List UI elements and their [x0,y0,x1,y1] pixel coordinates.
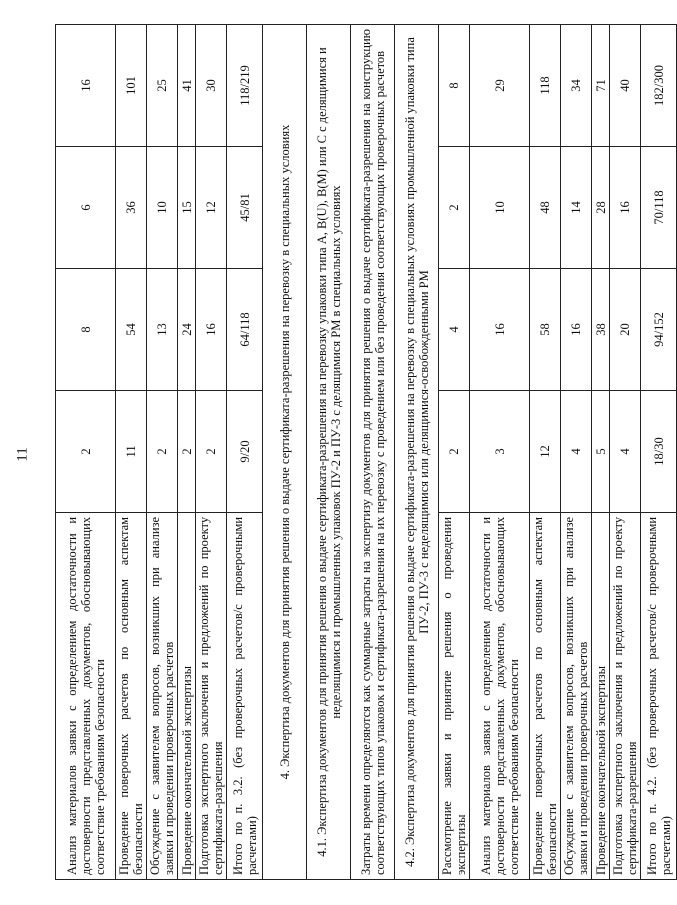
row-value: 34 [561,25,592,147]
row-label: Итого по п. 3.2. (без проверочных расчетов/с проверочными расчетами) [227,512,263,879]
row-value: 45/81 [227,147,263,269]
row-value: 2 [196,390,227,512]
row-value: 11 [116,390,147,512]
row-value: 8 [56,268,116,390]
table-row [561,25,592,880]
row-label: Обсуждение с заявителем вопросов, возникших при анализе заявки и проведении проверочных расчетов [561,512,592,879]
section-4-title: 4. Экспертиза документов для принятия решения о выдаче сертификата-разрешения на перевозку в специальных условиях [263,25,307,880]
table-row [530,25,561,880]
table-row [116,25,147,880]
section-4-1-title: 4.1. Экспертиза документов для принятия решения о выдаче сертификата-разрешения на перевозку упаковки типа A, B(U), B(M) или C с делящимися и неделящимися и промышленных упаковок ПУ-2 и ПУ-3 с делящимися РМ в специальных условиях [307,25,351,880]
row-value: 29 [470,25,530,147]
table-row [227,25,263,880]
table-row [439,25,470,880]
row-label: Проведение поверочных расчетов по основным аспектам безопасности [116,512,147,879]
table-row [307,25,351,880]
row-label: Рассмотрение заявки и принятие решения о проведении экспертизы [439,512,470,879]
row-value: 13 [147,268,178,390]
row-value: 36 [116,147,147,269]
row-value: 18/30 [641,390,677,512]
table-row [56,25,116,880]
row-value: 16 [561,268,592,390]
row-label: Обсуждение с заявителем вопросов, возникших при анализе заявки и проведении проверочных расчетов [147,512,178,879]
table-row [395,25,439,880]
row-value: 9/20 [227,390,263,512]
table-row [196,25,227,880]
table-row [178,25,196,880]
row-value: 3 [470,390,530,512]
row-value: 30 [196,25,227,147]
section-headers [263,25,439,880]
row-value: 38 [592,268,610,390]
row-value: 54 [116,268,147,390]
row-value: 24 [178,268,196,390]
row-value: 25 [147,25,178,147]
row-value: 48 [530,147,561,269]
table-row [263,25,307,880]
row-label: Подготовка экспертного заключения и предложений по проекту сертификата-разрешения [610,512,641,879]
row-value: 16 [470,268,530,390]
row-value: 4 [439,268,470,390]
row-value: 6 [56,147,116,269]
row-label: Проведение окончательной экспертизы [592,512,610,879]
table-row [351,25,395,880]
row-value: 12 [196,147,227,269]
row-value: 16 [196,268,227,390]
section-4-1-text: Затраты времени определяются как суммарные затраты на экспертизу документов для принятия решения о выдаче сертификата-разрешения на конструкцию соответствующих типов упаковок и сертификата-разрешения на их перевозку с проведением или без проведения соответствующих проверочных расчетов [351,25,395,880]
expertise-time-table [55,24,677,880]
row-value: 16 [610,147,641,269]
row-value: 94/152 [641,268,677,390]
row-value: 64/118 [227,268,263,390]
row-value: 118/219 [227,25,263,147]
section-4-2-title: 4.2. Экспертиза документов для принятия решения о выдаче сертификата-разрешения на перевозку в специальных условиях промышленной упаковки типа ПУ-2, ПУ-3 с неделящимися или делящимися-освобожденными РМ [395,25,439,880]
row-value: 58 [530,268,561,390]
row-value: 14 [561,147,592,269]
table-row [470,25,530,880]
row-value: 12 [530,390,561,512]
row-label: Итого по п. 4.2. (без проверочных расчетов/с проверочными расчетами) [641,512,677,879]
row-value: 2 [178,390,196,512]
row-value: 8 [439,25,470,147]
table-row [641,25,677,880]
table-row [147,25,178,880]
row-value: 15 [178,147,196,269]
row-value: 28 [592,147,610,269]
row-label: Проведение поверочных расчетов по основным аспектам безопасности [530,512,561,879]
rotated-page-content [55,24,673,880]
row-value: 101 [116,25,147,147]
row-value: 70/118 [641,147,677,269]
row-value: 4 [561,390,592,512]
row-value: 2 [439,390,470,512]
row-label: Анализ материалов заявки с определением достаточности и достоверности представленных документов, обосновывающих соответствие требованиям безопасности [56,512,116,879]
page-number: 11 [14,447,31,462]
row-value: 4 [610,390,641,512]
row-value: 118 [530,25,561,147]
row-value: 5 [592,390,610,512]
row-value: 41 [178,25,196,147]
row-value: 182/300 [641,25,677,147]
table-row [610,25,641,880]
row-value: 2 [147,390,178,512]
row-label: Подготовка экспертного заключения и предложений по проекту сертификата-разрешения [196,512,227,879]
table-block-4-2 [439,25,677,880]
row-value: 20 [610,268,641,390]
row-label: Анализ материалов заявки с определением достаточности и достоверности представленных документов, обосновывающих соответствие требованиям безопасности [470,512,530,879]
table-row [592,25,610,880]
row-value: 10 [470,147,530,269]
row-value: 40 [610,25,641,147]
row-value: 2 [439,147,470,269]
row-value: 16 [56,25,116,147]
row-label: Проведение окончательной экспертизы [178,512,196,879]
row-value: 10 [147,147,178,269]
row-value: 2 [56,390,116,512]
row-value: 71 [592,25,610,147]
table-block-3-2 [56,25,263,880]
